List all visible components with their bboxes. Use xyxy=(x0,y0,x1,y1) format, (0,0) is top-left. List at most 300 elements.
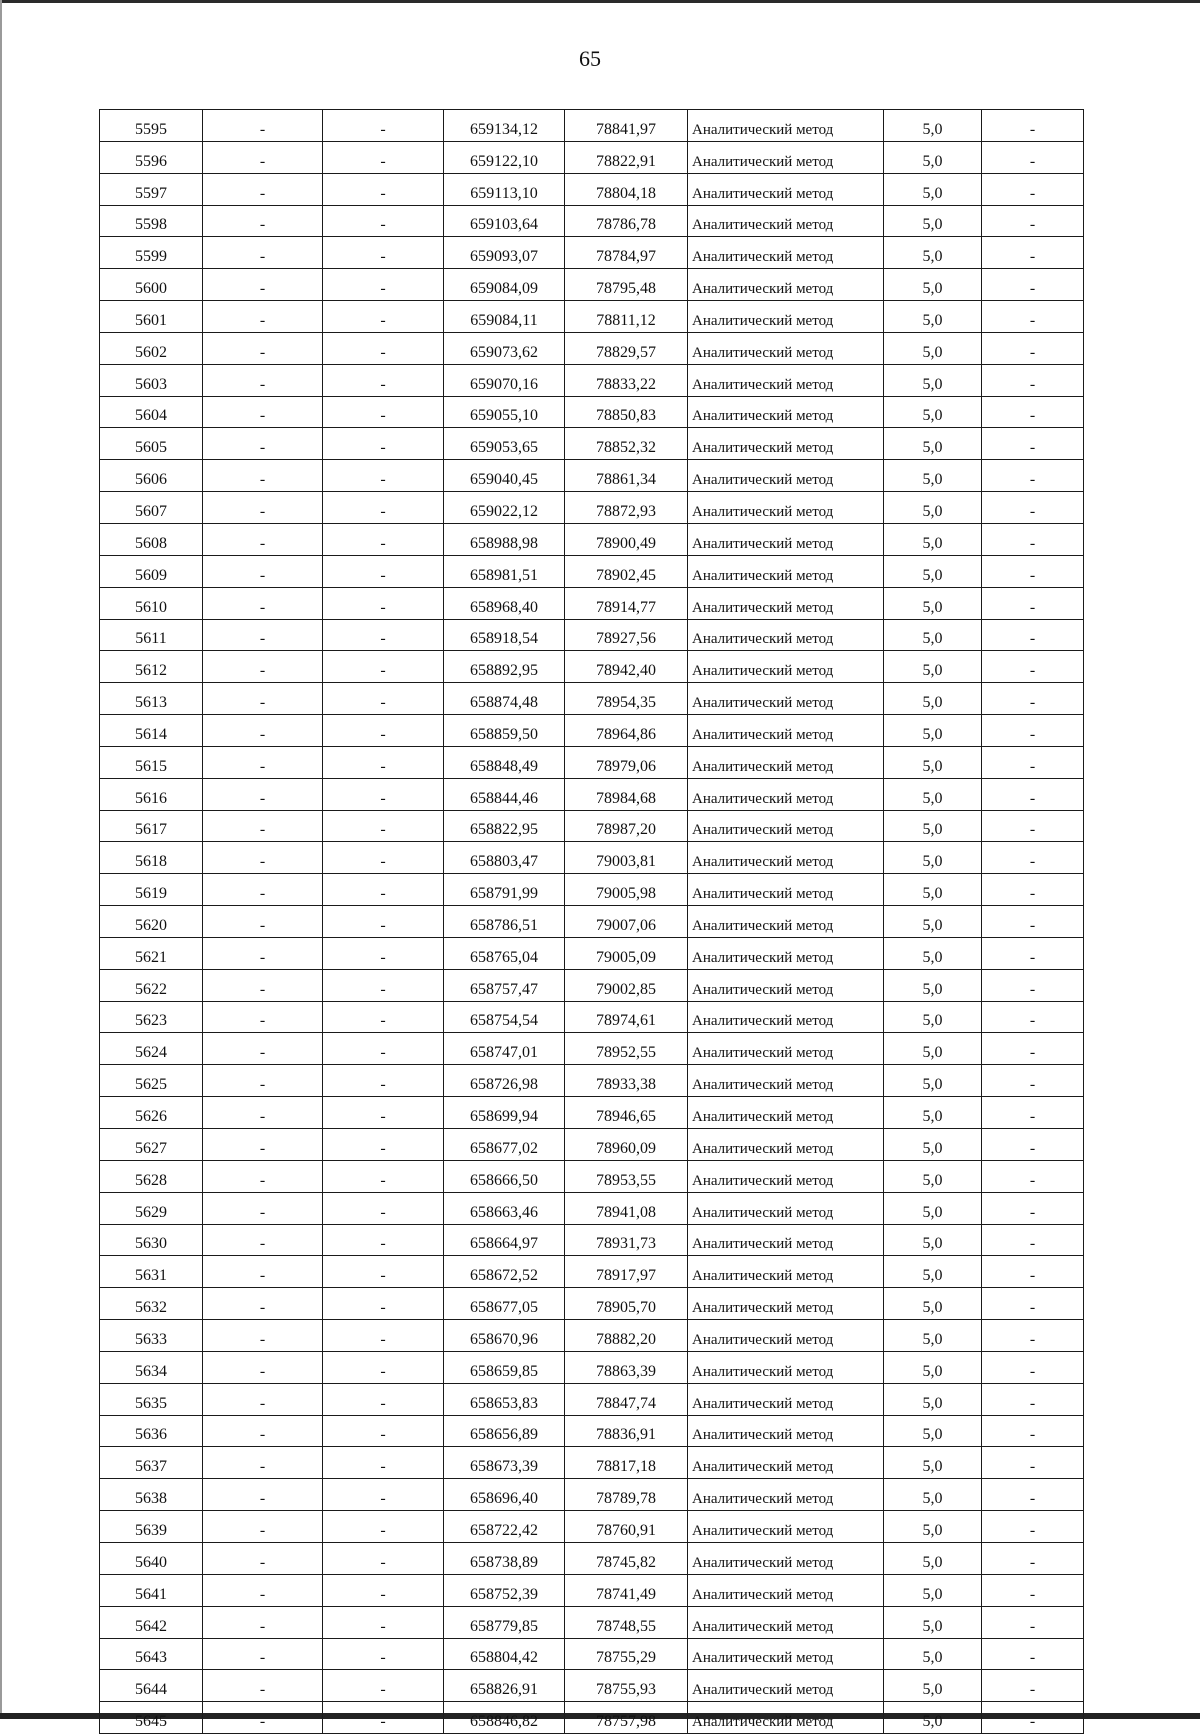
method-cell: Аналитический метод xyxy=(688,332,884,364)
x-coordinate-cell: 658754,54 xyxy=(444,1001,565,1033)
table-row xyxy=(100,1542,1084,1574)
y-coordinate-cell: 78836,91 xyxy=(565,1415,688,1447)
col2-cell: - xyxy=(203,1192,323,1224)
method-cell: Аналитический метод xyxy=(688,1256,884,1288)
col3-cell: - xyxy=(323,619,444,651)
x-coordinate-cell: 659084,11 xyxy=(444,301,565,333)
x-coordinate-cell: 658791,99 xyxy=(444,874,565,906)
table-row xyxy=(100,205,1084,237)
accuracy-cell: 5,0 xyxy=(884,1479,982,1511)
point-number-cell: 5619 xyxy=(100,874,203,906)
col2-cell: - xyxy=(203,1606,323,1638)
y-coordinate-cell: 78811,12 xyxy=(565,301,688,333)
col2-cell: - xyxy=(203,715,323,747)
y-coordinate-cell: 78850,83 xyxy=(565,396,688,428)
col3-cell: - xyxy=(323,1160,444,1192)
point-number-cell: 5634 xyxy=(100,1351,203,1383)
col2-cell: - xyxy=(203,874,323,906)
y-coordinate-cell: 78914,77 xyxy=(565,587,688,619)
y-coordinate-cell: 78933,38 xyxy=(565,1065,688,1097)
method-cell: Аналитический метод xyxy=(688,715,884,747)
y-coordinate-cell: 78872,93 xyxy=(565,492,688,524)
col8-cell: - xyxy=(982,332,1084,364)
point-number-cell: 5638 xyxy=(100,1479,203,1511)
method-cell: Аналитический метод xyxy=(688,1065,884,1097)
accuracy-cell: 5,0 xyxy=(884,874,982,906)
x-coordinate-cell: 658752,39 xyxy=(444,1574,565,1606)
y-coordinate-cell: 78900,49 xyxy=(565,523,688,555)
col8-cell: - xyxy=(982,523,1084,555)
col8-cell: - xyxy=(982,301,1084,333)
table-row xyxy=(100,269,1084,301)
accuracy-cell: 5,0 xyxy=(884,141,982,173)
x-coordinate-cell: 658663,46 xyxy=(444,1192,565,1224)
point-number-cell: 5605 xyxy=(100,428,203,460)
col3-cell: - xyxy=(323,651,444,683)
point-number-cell: 5606 xyxy=(100,460,203,492)
table-row xyxy=(100,778,1084,810)
col8-cell: - xyxy=(982,141,1084,173)
y-coordinate-cell: 78960,09 xyxy=(565,1129,688,1161)
table-row xyxy=(100,332,1084,364)
col2-cell: - xyxy=(203,492,323,524)
col8-cell: - xyxy=(982,619,1084,651)
col3-cell: - xyxy=(323,1415,444,1447)
accuracy-cell: 5,0 xyxy=(884,1320,982,1352)
col3-cell: - xyxy=(323,1574,444,1606)
col3-cell: - xyxy=(323,810,444,842)
method-cell: Аналитический метод xyxy=(688,1097,884,1129)
x-coordinate-cell: 659084,09 xyxy=(444,269,565,301)
table-row xyxy=(100,683,1084,715)
col8-cell: - xyxy=(982,1606,1084,1638)
table-row xyxy=(100,1129,1084,1161)
col2-cell: - xyxy=(203,237,323,269)
x-coordinate-cell: 658696,40 xyxy=(444,1479,565,1511)
accuracy-cell: 5,0 xyxy=(884,492,982,524)
x-coordinate-cell: 658677,05 xyxy=(444,1288,565,1320)
x-coordinate-cell: 658722,42 xyxy=(444,1511,565,1543)
col2-cell: - xyxy=(203,1479,323,1511)
col3-cell: - xyxy=(323,555,444,587)
accuracy-cell: 5,0 xyxy=(884,460,982,492)
point-number-cell: 5626 xyxy=(100,1097,203,1129)
y-coordinate-cell: 78741,49 xyxy=(565,1574,688,1606)
col2-cell: - xyxy=(203,619,323,651)
accuracy-cell: 5,0 xyxy=(884,428,982,460)
x-coordinate-cell: 659022,12 xyxy=(444,492,565,524)
col8-cell: - xyxy=(982,587,1084,619)
point-number-cell: 5611 xyxy=(100,619,203,651)
col8-cell: - xyxy=(982,555,1084,587)
y-coordinate-cell: 78760,91 xyxy=(565,1511,688,1543)
col3-cell: - xyxy=(323,332,444,364)
accuracy-cell: 5,0 xyxy=(884,1160,982,1192)
col3-cell: - xyxy=(323,874,444,906)
col8-cell: - xyxy=(982,1415,1084,1447)
col2-cell: - xyxy=(203,205,323,237)
accuracy-cell: 5,0 xyxy=(884,651,982,683)
col3-cell: - xyxy=(323,460,444,492)
col8-cell: - xyxy=(982,492,1084,524)
col3-cell: - xyxy=(323,1447,444,1479)
col8-cell: - xyxy=(982,173,1084,205)
col8-cell: - xyxy=(982,1511,1084,1543)
point-number-cell: 5635 xyxy=(100,1383,203,1415)
table-body xyxy=(100,110,1084,1734)
table-row xyxy=(100,1511,1084,1543)
col8-cell: - xyxy=(982,428,1084,460)
method-cell: Аналитический метод xyxy=(688,1670,884,1702)
x-coordinate-cell: 658747,01 xyxy=(444,1033,565,1065)
method-cell: Аналитический метод xyxy=(688,619,884,651)
col3-cell: - xyxy=(323,937,444,969)
col3-cell: - xyxy=(323,778,444,810)
y-coordinate-cell: 78748,55 xyxy=(565,1606,688,1638)
table-row xyxy=(100,1383,1084,1415)
col2-cell: - xyxy=(203,173,323,205)
col2-cell: - xyxy=(203,1097,323,1129)
col3-cell: - xyxy=(323,396,444,428)
y-coordinate-cell: 78847,74 xyxy=(565,1383,688,1415)
col8-cell: - xyxy=(982,746,1084,778)
y-coordinate-cell: 78882,20 xyxy=(565,1320,688,1352)
col3-cell: - xyxy=(323,1256,444,1288)
col2-cell: - xyxy=(203,110,323,142)
accuracy-cell: 5,0 xyxy=(884,746,982,778)
point-number-cell: 5645 xyxy=(100,1702,203,1734)
x-coordinate-cell: 658968,40 xyxy=(444,587,565,619)
method-cell: Аналитический метод xyxy=(688,587,884,619)
col8-cell: - xyxy=(982,1574,1084,1606)
point-number-cell: 5625 xyxy=(100,1065,203,1097)
method-cell: Аналитический метод xyxy=(688,778,884,810)
col2-cell: - xyxy=(203,141,323,173)
point-number-cell: 5607 xyxy=(100,492,203,524)
y-coordinate-cell: 78964,86 xyxy=(565,715,688,747)
accuracy-cell: 5,0 xyxy=(884,237,982,269)
method-cell: Аналитический метод xyxy=(688,1702,884,1734)
accuracy-cell: 5,0 xyxy=(884,1542,982,1574)
point-number-cell: 5629 xyxy=(100,1192,203,1224)
point-number-cell: 5637 xyxy=(100,1447,203,1479)
x-coordinate-cell: 659053,65 xyxy=(444,428,565,460)
accuracy-cell: 5,0 xyxy=(884,1415,982,1447)
col8-cell: - xyxy=(982,1351,1084,1383)
method-cell: Аналитический метод xyxy=(688,141,884,173)
col2-cell: - xyxy=(203,1065,323,1097)
method-cell: Аналитический метод xyxy=(688,1351,884,1383)
y-coordinate-cell: 78954,35 xyxy=(565,683,688,715)
table-row xyxy=(100,110,1084,142)
col3-cell: - xyxy=(323,1670,444,1702)
table-row xyxy=(100,1160,1084,1192)
y-coordinate-cell: 78786,78 xyxy=(565,205,688,237)
accuracy-cell: 5,0 xyxy=(884,1256,982,1288)
accuracy-cell: 5,0 xyxy=(884,587,982,619)
table-row xyxy=(100,173,1084,205)
col8-cell: - xyxy=(982,1065,1084,1097)
x-coordinate-cell: 659073,62 xyxy=(444,332,565,364)
accuracy-cell: 5,0 xyxy=(884,810,982,842)
col8-cell: - xyxy=(982,1447,1084,1479)
point-number-cell: 5613 xyxy=(100,683,203,715)
y-coordinate-cell: 78861,34 xyxy=(565,460,688,492)
accuracy-cell: 5,0 xyxy=(884,1638,982,1670)
col2-cell: - xyxy=(203,523,323,555)
method-cell: Аналитический метод xyxy=(688,396,884,428)
method-cell: Аналитический метод xyxy=(688,1192,884,1224)
x-coordinate-cell: 658653,83 xyxy=(444,1383,565,1415)
x-coordinate-cell: 658848,49 xyxy=(444,746,565,778)
accuracy-cell: 5,0 xyxy=(884,842,982,874)
point-number-cell: 5644 xyxy=(100,1670,203,1702)
col2-cell: - xyxy=(203,1033,323,1065)
point-number-cell: 5624 xyxy=(100,1033,203,1065)
method-cell: Аналитический метод xyxy=(688,523,884,555)
col3-cell: - xyxy=(323,1320,444,1352)
method-cell: Аналитический метод xyxy=(688,1383,884,1415)
x-coordinate-cell: 659122,10 xyxy=(444,141,565,173)
col8-cell: - xyxy=(982,1479,1084,1511)
point-number-cell: 5639 xyxy=(100,1511,203,1543)
table-row xyxy=(100,842,1084,874)
x-coordinate-cell: 658859,50 xyxy=(444,715,565,747)
x-coordinate-cell: 658892,95 xyxy=(444,651,565,683)
col2-cell: - xyxy=(203,364,323,396)
accuracy-cell: 5,0 xyxy=(884,1606,982,1638)
x-coordinate-cell: 659113,10 xyxy=(444,173,565,205)
y-coordinate-cell: 78902,45 xyxy=(565,555,688,587)
accuracy-cell: 5,0 xyxy=(884,1192,982,1224)
col2-cell: - xyxy=(203,1224,323,1256)
col2-cell: - xyxy=(203,842,323,874)
point-number-cell: 5632 xyxy=(100,1288,203,1320)
col3-cell: - xyxy=(323,1097,444,1129)
col8-cell: - xyxy=(982,1160,1084,1192)
method-cell: Аналитический метод xyxy=(688,269,884,301)
accuracy-cell: 5,0 xyxy=(884,364,982,396)
point-number-cell: 5604 xyxy=(100,396,203,428)
x-coordinate-cell: 658826,91 xyxy=(444,1670,565,1702)
method-cell: Аналитический метод xyxy=(688,1606,884,1638)
table-row xyxy=(100,555,1084,587)
x-coordinate-cell: 658918,54 xyxy=(444,619,565,651)
col3-cell: - xyxy=(323,1033,444,1065)
x-coordinate-cell: 658874,48 xyxy=(444,683,565,715)
accuracy-cell: 5,0 xyxy=(884,332,982,364)
method-cell: Аналитический метод xyxy=(688,906,884,938)
col2-cell: - xyxy=(203,301,323,333)
method-cell: Аналитический метод xyxy=(688,110,884,142)
y-coordinate-cell: 78755,29 xyxy=(565,1638,688,1670)
col8-cell: - xyxy=(982,1542,1084,1574)
table-row xyxy=(100,1320,1084,1352)
y-coordinate-cell: 78833,22 xyxy=(565,364,688,396)
table-row xyxy=(100,715,1084,747)
accuracy-cell: 5,0 xyxy=(884,1383,982,1415)
point-number-cell: 5615 xyxy=(100,746,203,778)
col8-cell: - xyxy=(982,874,1084,906)
table-row xyxy=(100,619,1084,651)
col2-cell: - xyxy=(203,1638,323,1670)
x-coordinate-cell: 659134,12 xyxy=(444,110,565,142)
col3-cell: - xyxy=(323,364,444,396)
point-number-cell: 5631 xyxy=(100,1256,203,1288)
accuracy-cell: 5,0 xyxy=(884,1224,982,1256)
col3-cell: - xyxy=(323,1129,444,1161)
col8-cell: - xyxy=(982,906,1084,938)
col3-cell: - xyxy=(323,1638,444,1670)
col3-cell: - xyxy=(323,1001,444,1033)
x-coordinate-cell: 658803,47 xyxy=(444,842,565,874)
y-coordinate-cell: 78952,55 xyxy=(565,1033,688,1065)
table-row xyxy=(100,1479,1084,1511)
table-row xyxy=(100,1415,1084,1447)
table-row xyxy=(100,1670,1084,1702)
col8-cell: - xyxy=(982,205,1084,237)
point-number-cell: 5595 xyxy=(100,110,203,142)
col8-cell: - xyxy=(982,683,1084,715)
col3-cell: - xyxy=(323,1288,444,1320)
col8-cell: - xyxy=(982,842,1084,874)
col2-cell: - xyxy=(203,1574,323,1606)
method-cell: Аналитический метод xyxy=(688,1001,884,1033)
x-coordinate-cell: 658699,94 xyxy=(444,1097,565,1129)
col3-cell: - xyxy=(323,1351,444,1383)
method-cell: Аналитический метод xyxy=(688,810,884,842)
table-row xyxy=(100,1224,1084,1256)
col8-cell: - xyxy=(982,110,1084,142)
y-coordinate-cell: 78941,08 xyxy=(565,1192,688,1224)
point-number-cell: 5610 xyxy=(100,587,203,619)
table-row xyxy=(100,301,1084,333)
col2-cell: - xyxy=(203,746,323,778)
x-coordinate-cell: 659103,64 xyxy=(444,205,565,237)
point-number-cell: 5598 xyxy=(100,205,203,237)
col2-cell: - xyxy=(203,1351,323,1383)
table-row xyxy=(100,651,1084,683)
point-number-cell: 5623 xyxy=(100,1001,203,1033)
y-coordinate-cell: 78953,55 xyxy=(565,1160,688,1192)
col3-cell: - xyxy=(323,906,444,938)
x-coordinate-cell: 658779,85 xyxy=(444,1606,565,1638)
table-row xyxy=(100,1606,1084,1638)
x-coordinate-cell: 658804,42 xyxy=(444,1638,565,1670)
col3-cell: - xyxy=(323,1065,444,1097)
accuracy-cell: 5,0 xyxy=(884,523,982,555)
col2-cell: - xyxy=(203,332,323,364)
method-cell: Аналитический метод xyxy=(688,651,884,683)
col3-cell: - xyxy=(323,110,444,142)
col2-cell: - xyxy=(203,1160,323,1192)
point-number-cell: 5608 xyxy=(100,523,203,555)
y-coordinate-cell: 78987,20 xyxy=(565,810,688,842)
col2-cell: - xyxy=(203,460,323,492)
scan-edge-top xyxy=(0,0,1200,3)
col3-cell: - xyxy=(323,1224,444,1256)
col3-cell: - xyxy=(323,715,444,747)
accuracy-cell: 5,0 xyxy=(884,1001,982,1033)
point-number-cell: 5628 xyxy=(100,1160,203,1192)
col2-cell: - xyxy=(203,428,323,460)
x-coordinate-cell: 658666,50 xyxy=(444,1160,565,1192)
table-row xyxy=(100,746,1084,778)
col2-cell: - xyxy=(203,969,323,1001)
point-number-cell: 5627 xyxy=(100,1129,203,1161)
col3-cell: - xyxy=(323,523,444,555)
method-cell: Аналитический метод xyxy=(688,1160,884,1192)
point-number-cell: 5641 xyxy=(100,1574,203,1606)
y-coordinate-cell: 78974,61 xyxy=(565,1001,688,1033)
table-row xyxy=(100,1574,1084,1606)
table-row xyxy=(100,874,1084,906)
col2-cell: - xyxy=(203,1383,323,1415)
col8-cell: - xyxy=(982,651,1084,683)
x-coordinate-cell: 658672,52 xyxy=(444,1256,565,1288)
method-cell: Аналитический метод xyxy=(688,1320,884,1352)
x-coordinate-cell: 659040,45 xyxy=(444,460,565,492)
x-coordinate-cell: 658656,89 xyxy=(444,1415,565,1447)
y-coordinate-cell: 78804,18 xyxy=(565,173,688,205)
accuracy-cell: 5,0 xyxy=(884,1065,982,1097)
x-coordinate-cell: 659055,10 xyxy=(444,396,565,428)
col3-cell: - xyxy=(323,237,444,269)
method-cell: Аналитический метод xyxy=(688,460,884,492)
table-row xyxy=(100,1351,1084,1383)
method-cell: Аналитический метод xyxy=(688,301,884,333)
col2-cell: - xyxy=(203,778,323,810)
col8-cell: - xyxy=(982,1224,1084,1256)
accuracy-cell: 5,0 xyxy=(884,619,982,651)
accuracy-cell: 5,0 xyxy=(884,173,982,205)
method-cell: Аналитический метод xyxy=(688,205,884,237)
col2-cell: - xyxy=(203,906,323,938)
col3-cell: - xyxy=(323,1702,444,1734)
y-coordinate-cell: 78817,18 xyxy=(565,1447,688,1479)
col8-cell: - xyxy=(982,1638,1084,1670)
col8-cell: - xyxy=(982,810,1084,842)
col2-cell: - xyxy=(203,651,323,683)
col3-cell: - xyxy=(323,1606,444,1638)
col3-cell: - xyxy=(323,492,444,524)
accuracy-cell: 5,0 xyxy=(884,205,982,237)
table-row xyxy=(100,428,1084,460)
table-row xyxy=(100,1033,1084,1065)
table-row xyxy=(100,396,1084,428)
point-number-cell: 5617 xyxy=(100,810,203,842)
x-coordinate-cell: 658786,51 xyxy=(444,906,565,938)
col2-cell: - xyxy=(203,1670,323,1702)
col2-cell: - xyxy=(203,555,323,587)
table-row xyxy=(100,587,1084,619)
col3-cell: - xyxy=(323,173,444,205)
point-number-cell: 5609 xyxy=(100,555,203,587)
method-cell: Аналитический метод xyxy=(688,173,884,205)
point-number-cell: 5597 xyxy=(100,173,203,205)
point-number-cell: 5643 xyxy=(100,1638,203,1670)
y-coordinate-cell: 78822,91 xyxy=(565,141,688,173)
scan-edge-left xyxy=(0,0,2,1719)
accuracy-cell: 5,0 xyxy=(884,269,982,301)
method-cell: Аналитический метод xyxy=(688,1415,884,1447)
accuracy-cell: 5,0 xyxy=(884,937,982,969)
method-cell: Аналитический метод xyxy=(688,428,884,460)
method-cell: Аналитический метод xyxy=(688,364,884,396)
accuracy-cell: 5,0 xyxy=(884,1097,982,1129)
method-cell: Аналитический метод xyxy=(688,937,884,969)
x-coordinate-cell: 658988,98 xyxy=(444,523,565,555)
